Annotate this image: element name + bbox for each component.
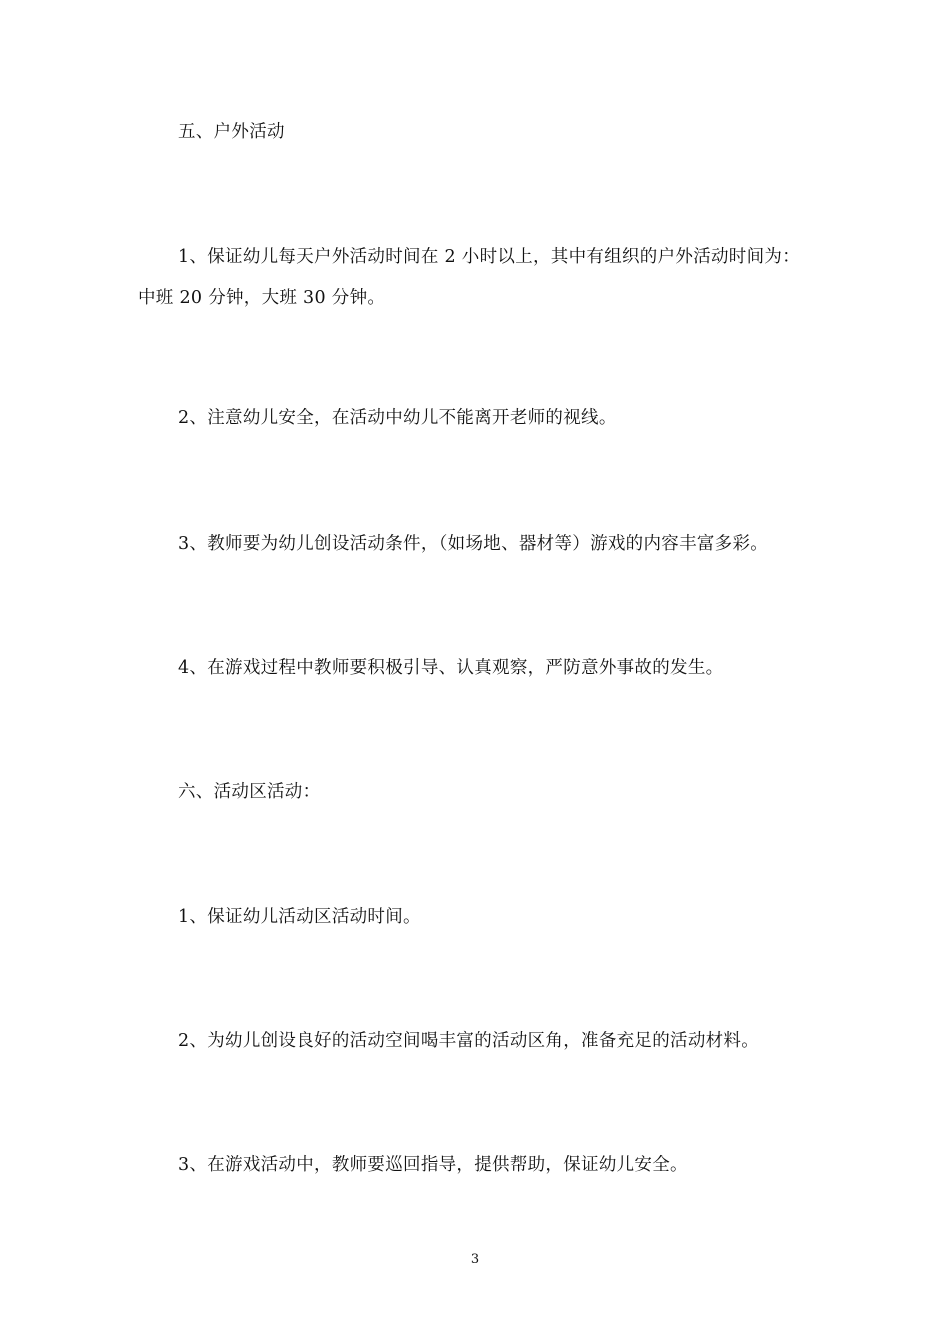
section-5-item-1-line-2: 中班 20 分钟，大班 30 分钟。: [138, 288, 386, 308]
section-6-item-1: 1、保证幼儿活动区活动时间。: [178, 907, 421, 927]
section-5-heading: 五、户外活动: [178, 122, 285, 142]
section-5-item-4: 4、在游戏过程中教师要积极引导、认真观察，严防意外事故的发生。: [178, 658, 724, 678]
page-number: 3: [470, 1252, 480, 1267]
section-5-item-3: 3、教师要为幼儿创设活动条件，（如场地、器材等）游戏的内容丰富多彩。: [178, 534, 769, 554]
section-5-item-2: 2、注意幼儿安全，在活动中幼儿不能离开老师的视线。: [178, 408, 617, 428]
section-6-item-2: 2、为幼儿创设良好的活动空间喝丰富的活动区角，准备充足的活动材料。: [178, 1031, 760, 1051]
section-5-item-1-line-1: 1、保证幼儿每天户外活动时间在 2 小时以上，其中有组织的户外活动时间为：: [178, 247, 800, 267]
section-6-item-3: 3、在游戏活动中，教师要巡回指导，提供帮助，保证幼儿安全。: [178, 1155, 688, 1175]
section-6-heading: 六、活动区活动：: [178, 782, 321, 802]
